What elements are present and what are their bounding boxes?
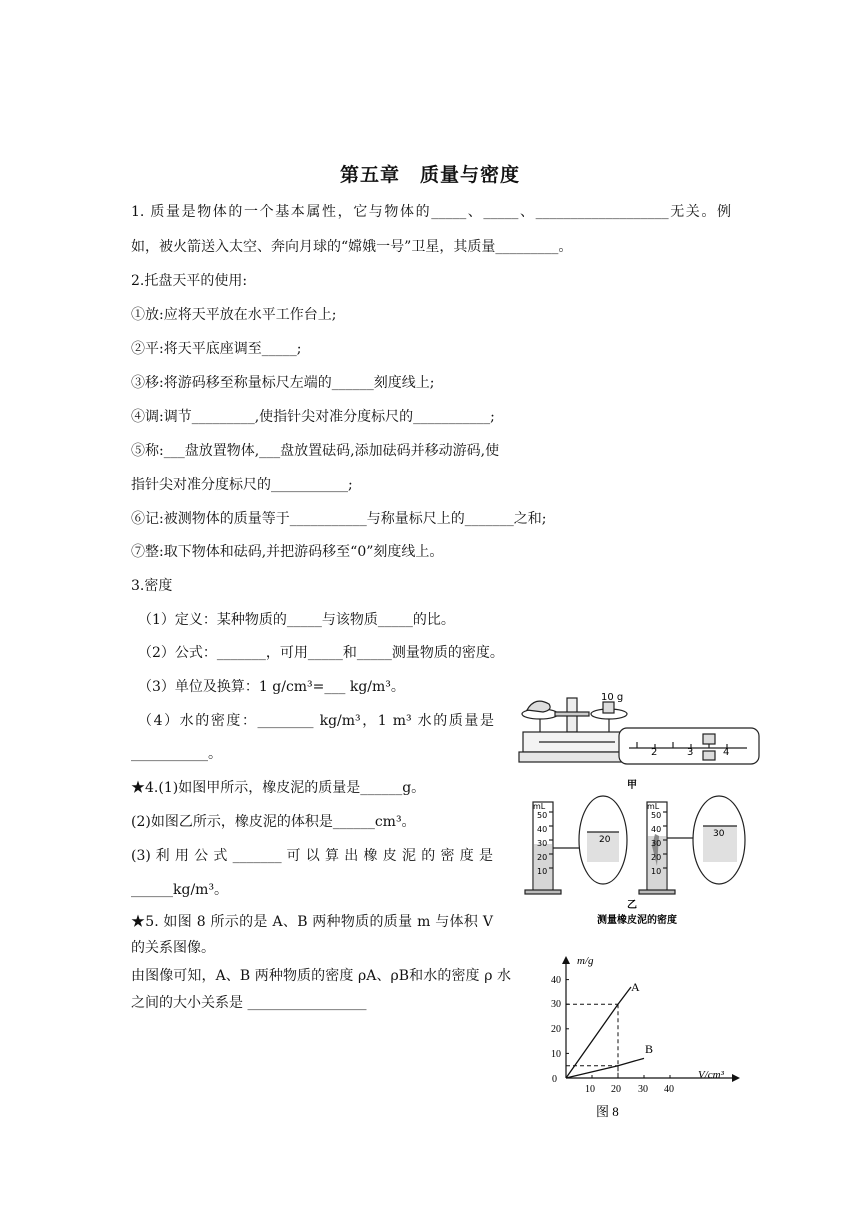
- q5-line2: 的关系图像。: [131, 940, 215, 956]
- q3-definition: （1）定义：某种物质的_____与该物质_____的比。: [138, 612, 455, 628]
- q1-line1: 1. 质量是物体的一个基本属性，它与物体的_____、_____、___________________无关。例: [131, 204, 731, 220]
- x-axis-label: V/cm³: [698, 1069, 724, 1081]
- x-tick-label: 20: [611, 1084, 621, 1095]
- q3-formula: （2）公式：_______，可用_____和_____测量物质的密度。: [138, 645, 504, 661]
- q2-step-1: ①放:应将天平放在水平工作台上;: [131, 307, 337, 323]
- q5-line4: 之间的大小关系是 _________________: [131, 995, 367, 1011]
- y-tick-label: 40: [551, 975, 561, 986]
- q5-line1: ★5. 如图 8 所示的是 A、B 两种物质的质量 m 与体积 V: [131, 914, 493, 930]
- cylinder-tick: 50: [537, 811, 548, 820]
- x-tick-label: 10: [585, 1084, 595, 1095]
- q3-units: （3）单位及换算：1 g/cm³=___ kg/m³。: [138, 679, 405, 695]
- q1-line2: 如，被火箭送入太空、奔向月球的“嫦娥一号”卫星，其质量_________。: [131, 239, 573, 255]
- q3-water-mass: ___________。: [131, 746, 222, 762]
- q3-water-density: （4）水的密度：________ kg/m³，1 m³ 水的质量是: [138, 713, 494, 729]
- q3-heading: 3.密度: [131, 578, 173, 594]
- caption-yi: 乙: [627, 900, 637, 911]
- x-tick-label: 40: [664, 1084, 674, 1095]
- zoom-reading-left: 20: [599, 835, 611, 845]
- q4-part3: (3) 利 用 公 式 _______ 可 以 算 出 橡 皮 泥 的 密 度 是: [131, 848, 493, 864]
- cylinder-tick: 40: [537, 825, 548, 834]
- x-axis-arrow: [732, 1074, 740, 1082]
- q4-part1: ★4.(1)如图甲所示，橡皮泥的质量是______g。: [131, 780, 426, 796]
- cylinder-tick: 40: [651, 825, 662, 834]
- scale-tick-label: 3: [687, 747, 694, 758]
- q2-step-7: ⑦整:取下物体和砝码,并把游码移至“0”刻度线上。: [131, 544, 444, 560]
- scale-tick-label: 2: [651, 747, 658, 758]
- q2-step-5a: ⑤称:___盘放置物体,___盘放置砝码,添加砝码并移动游码,使: [131, 443, 500, 459]
- figure-caption: 测量橡皮泥的密度: [597, 915, 677, 926]
- y-tick-label: 20: [551, 1024, 561, 1035]
- mass-volume-chart: [540, 950, 750, 1120]
- cylinder-tick: 20: [651, 853, 662, 862]
- figure-8-caption: 图 8: [596, 1104, 619, 1119]
- series-b-label: B: [645, 1042, 654, 1056]
- cylinder-unit: mL: [533, 802, 546, 811]
- weight-label: 10 g: [601, 692, 624, 703]
- cylinder-unit: mL: [647, 802, 660, 811]
- q5-line3: 由图像可知，A、B 两种物质的密度 ρA、ρB和水的密度 ρ 水: [131, 968, 511, 984]
- q4-part2: (2)如图乙所示，橡皮泥的体积是______cm³。: [131, 814, 416, 830]
- q4-part3-answer: ______kg/m³。: [131, 882, 229, 898]
- zoom-reading-right: 30: [713, 829, 725, 839]
- cylinder-tick: 20: [537, 853, 548, 862]
- cylinder-tick: 10: [651, 867, 662, 876]
- q2-heading: 2.托盘天平的使用:: [131, 273, 248, 289]
- q2-step-4: ④调:调节_________,使指针尖对准分度标尺的___________;: [131, 409, 495, 425]
- cylinder-tick: 30: [537, 839, 548, 848]
- y-axis-label: m/g: [577, 955, 594, 967]
- x-tick-label: 30: [638, 1084, 648, 1095]
- scale-tick-label: 4: [723, 747, 730, 758]
- y-axis-arrow: [562, 956, 570, 964]
- y-tick-label: 30: [551, 999, 561, 1010]
- origin-label: 0: [552, 1074, 557, 1085]
- cylinder-tick: 50: [651, 811, 662, 820]
- balance-and-cylinder-figure: [515, 688, 765, 928]
- q2-step-6: ⑥记:被测物体的质量等于___________与称量标尺上的_______之和;: [131, 511, 547, 527]
- page-title: 第五章 质量与密度: [339, 164, 520, 186]
- cylinder-tick: 30: [651, 839, 662, 848]
- series-a-label: A: [631, 980, 640, 994]
- q2-step-2: ②平:将天平底座调至_____;: [131, 341, 302, 357]
- cylinder-tick: 10: [537, 867, 548, 876]
- caption-jia: 甲: [627, 780, 637, 791]
- y-tick-label: 10: [551, 1049, 561, 1060]
- q2-step-3: ③移:将游码移至称量标尺左端的______刻度线上;: [131, 375, 435, 391]
- q2-step-5b: 指针尖对准分度标尺的___________;: [131, 477, 353, 493]
